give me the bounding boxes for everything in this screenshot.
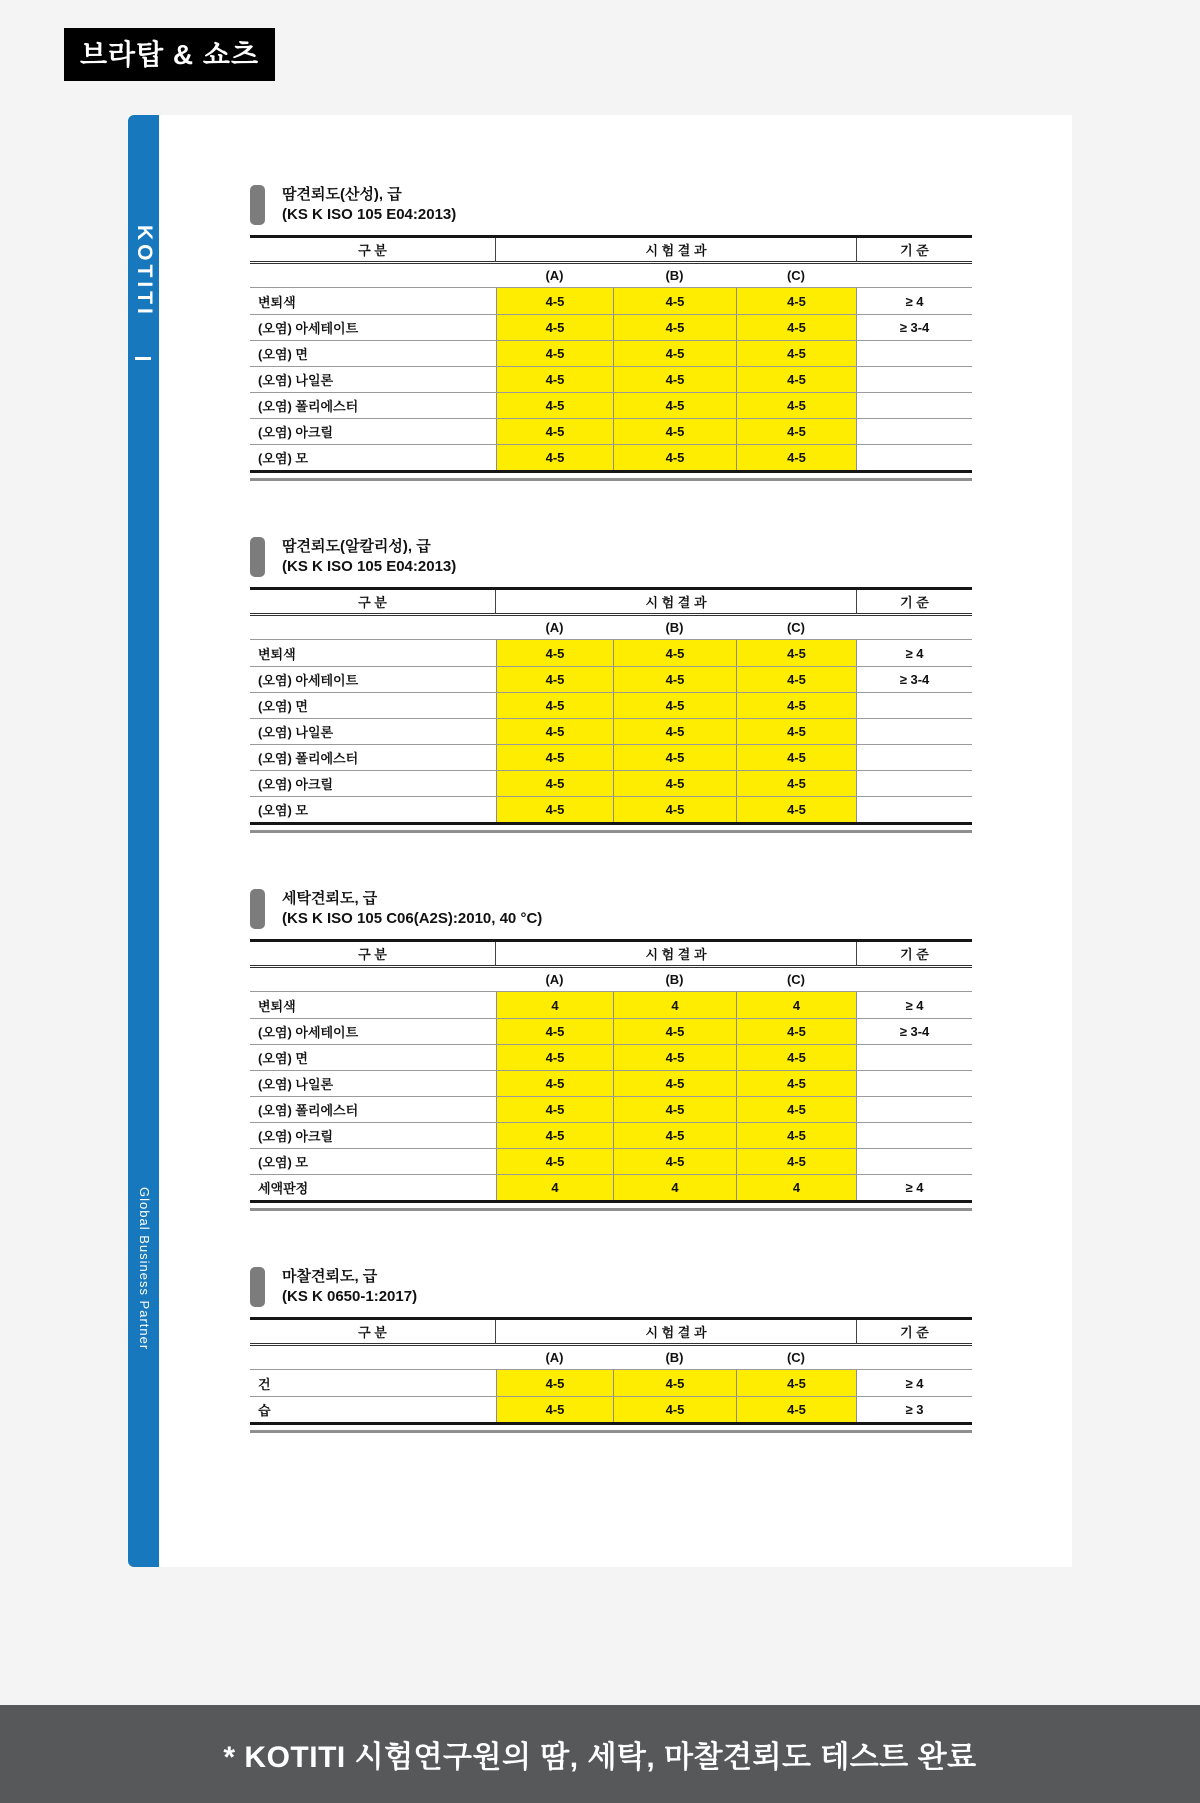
table-shadow-rule	[250, 1208, 972, 1211]
test-section	[250, 185, 972, 481]
criteria-cell: ≥ 4	[856, 640, 972, 666]
result-a-cell: 4-5	[496, 419, 613, 444]
subheader-c: (C)	[786, 1350, 806, 1365]
table-row	[250, 1174, 972, 1200]
header-category: 구 분	[250, 238, 496, 261]
section-title: 마찰견뢰도, 급	[282, 1268, 378, 1285]
section-title-block	[250, 537, 972, 577]
result-a-cell: 4-5	[496, 1397, 613, 1422]
result-a-cell: 4-5	[496, 1071, 613, 1096]
section-standard: (KS K 0650-1:2017)	[282, 1288, 418, 1305]
result-b-cell: 4-5	[613, 667, 736, 692]
result-a-cell: 4-5	[496, 1149, 613, 1174]
result-a-cell: 4-5	[496, 315, 613, 340]
row-label: (오염) 모	[258, 803, 308, 818]
criteria-cell	[856, 1071, 972, 1096]
result-b-cell: 4-5	[613, 367, 736, 392]
table-row	[250, 1370, 972, 1396]
table-subheader-row	[250, 1346, 972, 1370]
result-b-cell: 4-5	[613, 771, 736, 796]
header-category: 구 분	[250, 1320, 496, 1343]
table-row	[250, 1096, 972, 1122]
table-row	[250, 314, 972, 340]
result-c-cell: 4-5	[736, 640, 856, 666]
row-label: (오염) 아크릴	[258, 425, 334, 440]
table-subheader-row	[250, 616, 972, 640]
row-label: 변퇴색	[258, 998, 296, 1014]
header-criteria: 기 준	[856, 238, 972, 261]
result-c-cell: 4	[736, 1175, 856, 1200]
result-a-cell: 4-5	[496, 640, 613, 666]
result-b-cell: 4-5	[613, 797, 736, 822]
table-row	[250, 340, 972, 366]
criteria-cell	[856, 419, 972, 444]
table-subheader-row	[250, 968, 972, 992]
result-b-cell: 4-5	[613, 1149, 736, 1174]
result-c-cell: 4-5	[736, 667, 856, 692]
result-c-cell: 4-5	[736, 771, 856, 796]
section-title: 세탁견뢰도, 급	[282, 890, 378, 907]
result-c-cell: 4-5	[736, 1149, 856, 1174]
result-a-cell: 4-5	[496, 771, 613, 796]
section-bullet-icon	[250, 537, 265, 577]
table-row	[250, 418, 972, 444]
header-category: 구 분	[250, 590, 496, 613]
row-label: (오염) 폴리에스터	[258, 1103, 359, 1118]
criteria-cell	[856, 1123, 972, 1148]
row-label: (오염) 나일론	[258, 1077, 334, 1092]
brand-strip	[128, 115, 159, 1567]
criteria-cell	[856, 341, 972, 366]
subheader-b: (B)	[665, 1350, 684, 1365]
table-row	[250, 1018, 972, 1044]
subheader-criteria-spacer	[856, 1346, 972, 1369]
subheader-b: (B)	[665, 620, 684, 635]
row-label: (오염) 나일론	[258, 725, 334, 740]
result-b-cell: 4-5	[613, 719, 736, 744]
row-label: (오염) 아세테이트	[258, 673, 359, 688]
criteria-cell: ≥ 3-4	[856, 315, 972, 340]
result-c-cell: 4-5	[736, 719, 856, 744]
result-c-cell: 4-5	[736, 419, 856, 444]
result-b-cell: 4-5	[613, 1097, 736, 1122]
criteria-cell	[856, 797, 972, 822]
row-label: (오염) 면	[258, 1051, 308, 1066]
result-a-cell: 4-5	[496, 745, 613, 770]
result-c-cell: 4-5	[736, 745, 856, 770]
table-row	[250, 640, 972, 666]
criteria-cell	[856, 393, 972, 418]
report-card	[128, 115, 1072, 1567]
table-row	[250, 1122, 972, 1148]
row-label: (오염) 모	[258, 1155, 308, 1170]
header-result: 시 험 결 과	[645, 947, 707, 962]
result-a-cell: 4-5	[496, 1019, 613, 1044]
table-subheader-row	[250, 264, 972, 288]
table-shadow-rule	[250, 478, 972, 481]
section-title-block	[250, 185, 972, 225]
criteria-cell	[856, 771, 972, 796]
table-row	[250, 992, 972, 1018]
row-label: (오염) 모	[258, 451, 308, 466]
result-c-cell: 4-5	[736, 1097, 856, 1122]
criteria-cell	[856, 1149, 972, 1174]
table-row	[250, 692, 972, 718]
result-c-cell: 4-5	[736, 288, 856, 314]
subheader-a: (A)	[545, 1350, 564, 1365]
table-header-row	[250, 942, 972, 968]
subheader-criteria-spacer	[856, 616, 972, 639]
result-c-cell: 4-5	[736, 693, 856, 718]
table-row	[250, 796, 972, 822]
result-a-cell: 4-5	[496, 1097, 613, 1122]
row-label: (오염) 폴리에스터	[258, 751, 359, 766]
header-result: 시 험 결 과	[645, 595, 707, 610]
result-c-cell: 4-5	[736, 1045, 856, 1070]
criteria-cell: ≥ 4	[856, 288, 972, 314]
result-c-cell: 4-5	[736, 367, 856, 392]
table-shadow-rule	[250, 830, 972, 833]
result-a-cell: 4-5	[496, 367, 613, 392]
section-standard: (KS K ISO 105 E04:2013)	[282, 558, 457, 575]
result-a-cell: 4-5	[496, 445, 613, 470]
section-title-block	[250, 1267, 972, 1307]
result-a-cell: 4	[496, 1175, 613, 1200]
table-row	[250, 1044, 972, 1070]
criteria-cell: ≥ 4	[856, 1175, 972, 1200]
result-c-cell: 4-5	[736, 393, 856, 418]
row-label: 습	[258, 1403, 271, 1418]
result-b-cell: 4-5	[613, 315, 736, 340]
table-row	[250, 770, 972, 796]
row-label: (오염) 폴리에스터	[258, 399, 359, 414]
table-header-row	[250, 238, 972, 264]
section-bullet-icon	[250, 889, 265, 929]
test-section	[250, 889, 972, 1211]
subheader-spacer	[250, 1346, 496, 1369]
subheader-a: (A)	[545, 620, 564, 635]
subheader-c: (C)	[786, 620, 806, 635]
row-label: (오염) 아세테이트	[258, 1025, 359, 1040]
results-table	[250, 587, 972, 825]
table-shadow-rule	[250, 1430, 972, 1433]
result-b-cell: 4-5	[613, 341, 736, 366]
result-b-cell: 4	[613, 1175, 736, 1200]
criteria-cell: ≥ 3	[856, 1397, 972, 1422]
result-a-cell: 4-5	[496, 1370, 613, 1396]
result-c-cell: 4-5	[736, 1123, 856, 1148]
table-row	[250, 744, 972, 770]
result-b-cell: 4-5	[613, 445, 736, 470]
table-row	[250, 288, 972, 314]
result-b-cell: 4-5	[613, 1397, 736, 1422]
criteria-cell: ≥ 4	[856, 992, 972, 1018]
criteria-cell	[856, 745, 972, 770]
criteria-cell: ≥ 4	[856, 1370, 972, 1396]
table-row	[250, 1396, 972, 1422]
result-c-cell: 4-5	[736, 341, 856, 366]
results-table	[250, 939, 972, 1203]
result-a-cell: 4-5	[496, 667, 613, 692]
result-c-cell: 4-5	[736, 797, 856, 822]
criteria-cell	[856, 367, 972, 392]
result-a-cell: 4-5	[496, 1045, 613, 1070]
result-c-cell: 4	[736, 992, 856, 1018]
criteria-cell	[856, 1045, 972, 1070]
result-b-cell: 4-5	[613, 419, 736, 444]
result-b-cell: 4-5	[613, 288, 736, 314]
result-b-cell: 4-5	[613, 1123, 736, 1148]
header-criteria: 기 준	[856, 1320, 972, 1343]
subheader-criteria-spacer	[856, 968, 972, 991]
result-c-cell: 4-5	[736, 445, 856, 470]
row-label: (오염) 아세테이트	[258, 321, 359, 336]
row-label: (오염) 나일론	[258, 373, 334, 388]
section-bullet-icon	[250, 185, 265, 225]
result-c-cell: 4-5	[736, 1019, 856, 1044]
kotiti-logo: KOTITI	[133, 225, 156, 318]
report-content	[250, 185, 972, 1489]
row-label: 변퇴색	[258, 294, 296, 310]
result-b-cell: 4-5	[613, 1019, 736, 1044]
header-criteria: 기 준	[856, 942, 972, 965]
subheader-a: (A)	[545, 268, 564, 283]
result-a-cell: 4-5	[496, 719, 613, 744]
result-b-cell: 4-5	[613, 1071, 736, 1096]
logo-underline-icon	[135, 357, 151, 360]
result-b-cell: 4-5	[613, 393, 736, 418]
row-label: 세액판정	[258, 1181, 309, 1196]
subheader-c: (C)	[786, 972, 806, 987]
result-a-cell: 4-5	[496, 393, 613, 418]
criteria-cell	[856, 1097, 972, 1122]
table-row	[250, 366, 972, 392]
results-table	[250, 235, 972, 473]
result-a-cell: 4-5	[496, 797, 613, 822]
subheader-spacer	[250, 968, 496, 991]
section-title: 땀견뢰도(알칼리성), 급	[282, 538, 431, 555]
row-label: (오염) 아크릴	[258, 777, 334, 792]
result-b-cell: 4-5	[613, 745, 736, 770]
test-section	[250, 537, 972, 833]
subheader-b: (B)	[665, 268, 684, 283]
test-section	[250, 1267, 972, 1433]
subheader-a: (A)	[545, 972, 564, 987]
row-label: (오염) 면	[258, 347, 308, 362]
subheader-c: (C)	[786, 268, 806, 283]
header-criteria: 기 준	[856, 590, 972, 613]
result-a-cell: 4-5	[496, 341, 613, 366]
table-header-row	[250, 590, 972, 616]
table-row	[250, 1148, 972, 1174]
table-row	[250, 666, 972, 692]
criteria-cell	[856, 445, 972, 470]
section-bullet-icon	[250, 1267, 265, 1307]
result-b-cell: 4-5	[613, 693, 736, 718]
subheader-b: (B)	[665, 972, 684, 987]
result-c-cell: 4-5	[736, 1370, 856, 1396]
criteria-cell: ≥ 3-4	[856, 1019, 972, 1044]
product-badge: 브라탑 & 쇼츠	[64, 28, 275, 81]
result-c-cell: 4-5	[736, 315, 856, 340]
section-standard: (KS K ISO 105 C06(A2S):2010, 40 °C)	[282, 910, 543, 927]
section-title: 땀견뢰도(산성), 급	[282, 186, 402, 203]
row-label: (오염) 아크릴	[258, 1129, 334, 1144]
criteria-cell	[856, 719, 972, 744]
row-label: (오염) 면	[258, 699, 308, 714]
header-category: 구 분	[250, 942, 496, 965]
header-result: 시 험 결 과	[645, 1325, 707, 1340]
row-label: 변퇴색	[258, 646, 296, 662]
brand-tagline: Global Business Partner	[137, 1187, 152, 1351]
criteria-cell: ≥ 3-4	[856, 667, 972, 692]
subheader-spacer	[250, 616, 496, 639]
result-b-cell: 4-5	[613, 640, 736, 666]
table-row	[250, 444, 972, 470]
result-b-cell: 4-5	[613, 1045, 736, 1070]
row-label: 건	[258, 1376, 271, 1392]
results-table	[250, 1317, 972, 1425]
table-row	[250, 392, 972, 418]
result-c-cell: 4-5	[736, 1071, 856, 1096]
result-c-cell: 4-5	[736, 1397, 856, 1422]
result-b-cell: 4	[613, 992, 736, 1018]
table-row	[250, 718, 972, 744]
table-header-row	[250, 1320, 972, 1346]
result-a-cell: 4-5	[496, 1123, 613, 1148]
subheader-criteria-spacer	[856, 264, 972, 287]
result-a-cell: 4-5	[496, 693, 613, 718]
footer-note: * KOTITI 시험연구원의 땀, 세탁, 마찰견뢰도 테스트 완료	[0, 1705, 1200, 1803]
table-row	[250, 1070, 972, 1096]
criteria-cell	[856, 693, 972, 718]
result-a-cell: 4-5	[496, 288, 613, 314]
subheader-spacer	[250, 264, 496, 287]
result-b-cell: 4-5	[613, 1370, 736, 1396]
result-a-cell: 4	[496, 992, 613, 1018]
section-standard: (KS K ISO 105 E04:2013)	[282, 206, 457, 223]
section-title-block	[250, 889, 972, 929]
header-result: 시 험 결 과	[645, 243, 707, 258]
